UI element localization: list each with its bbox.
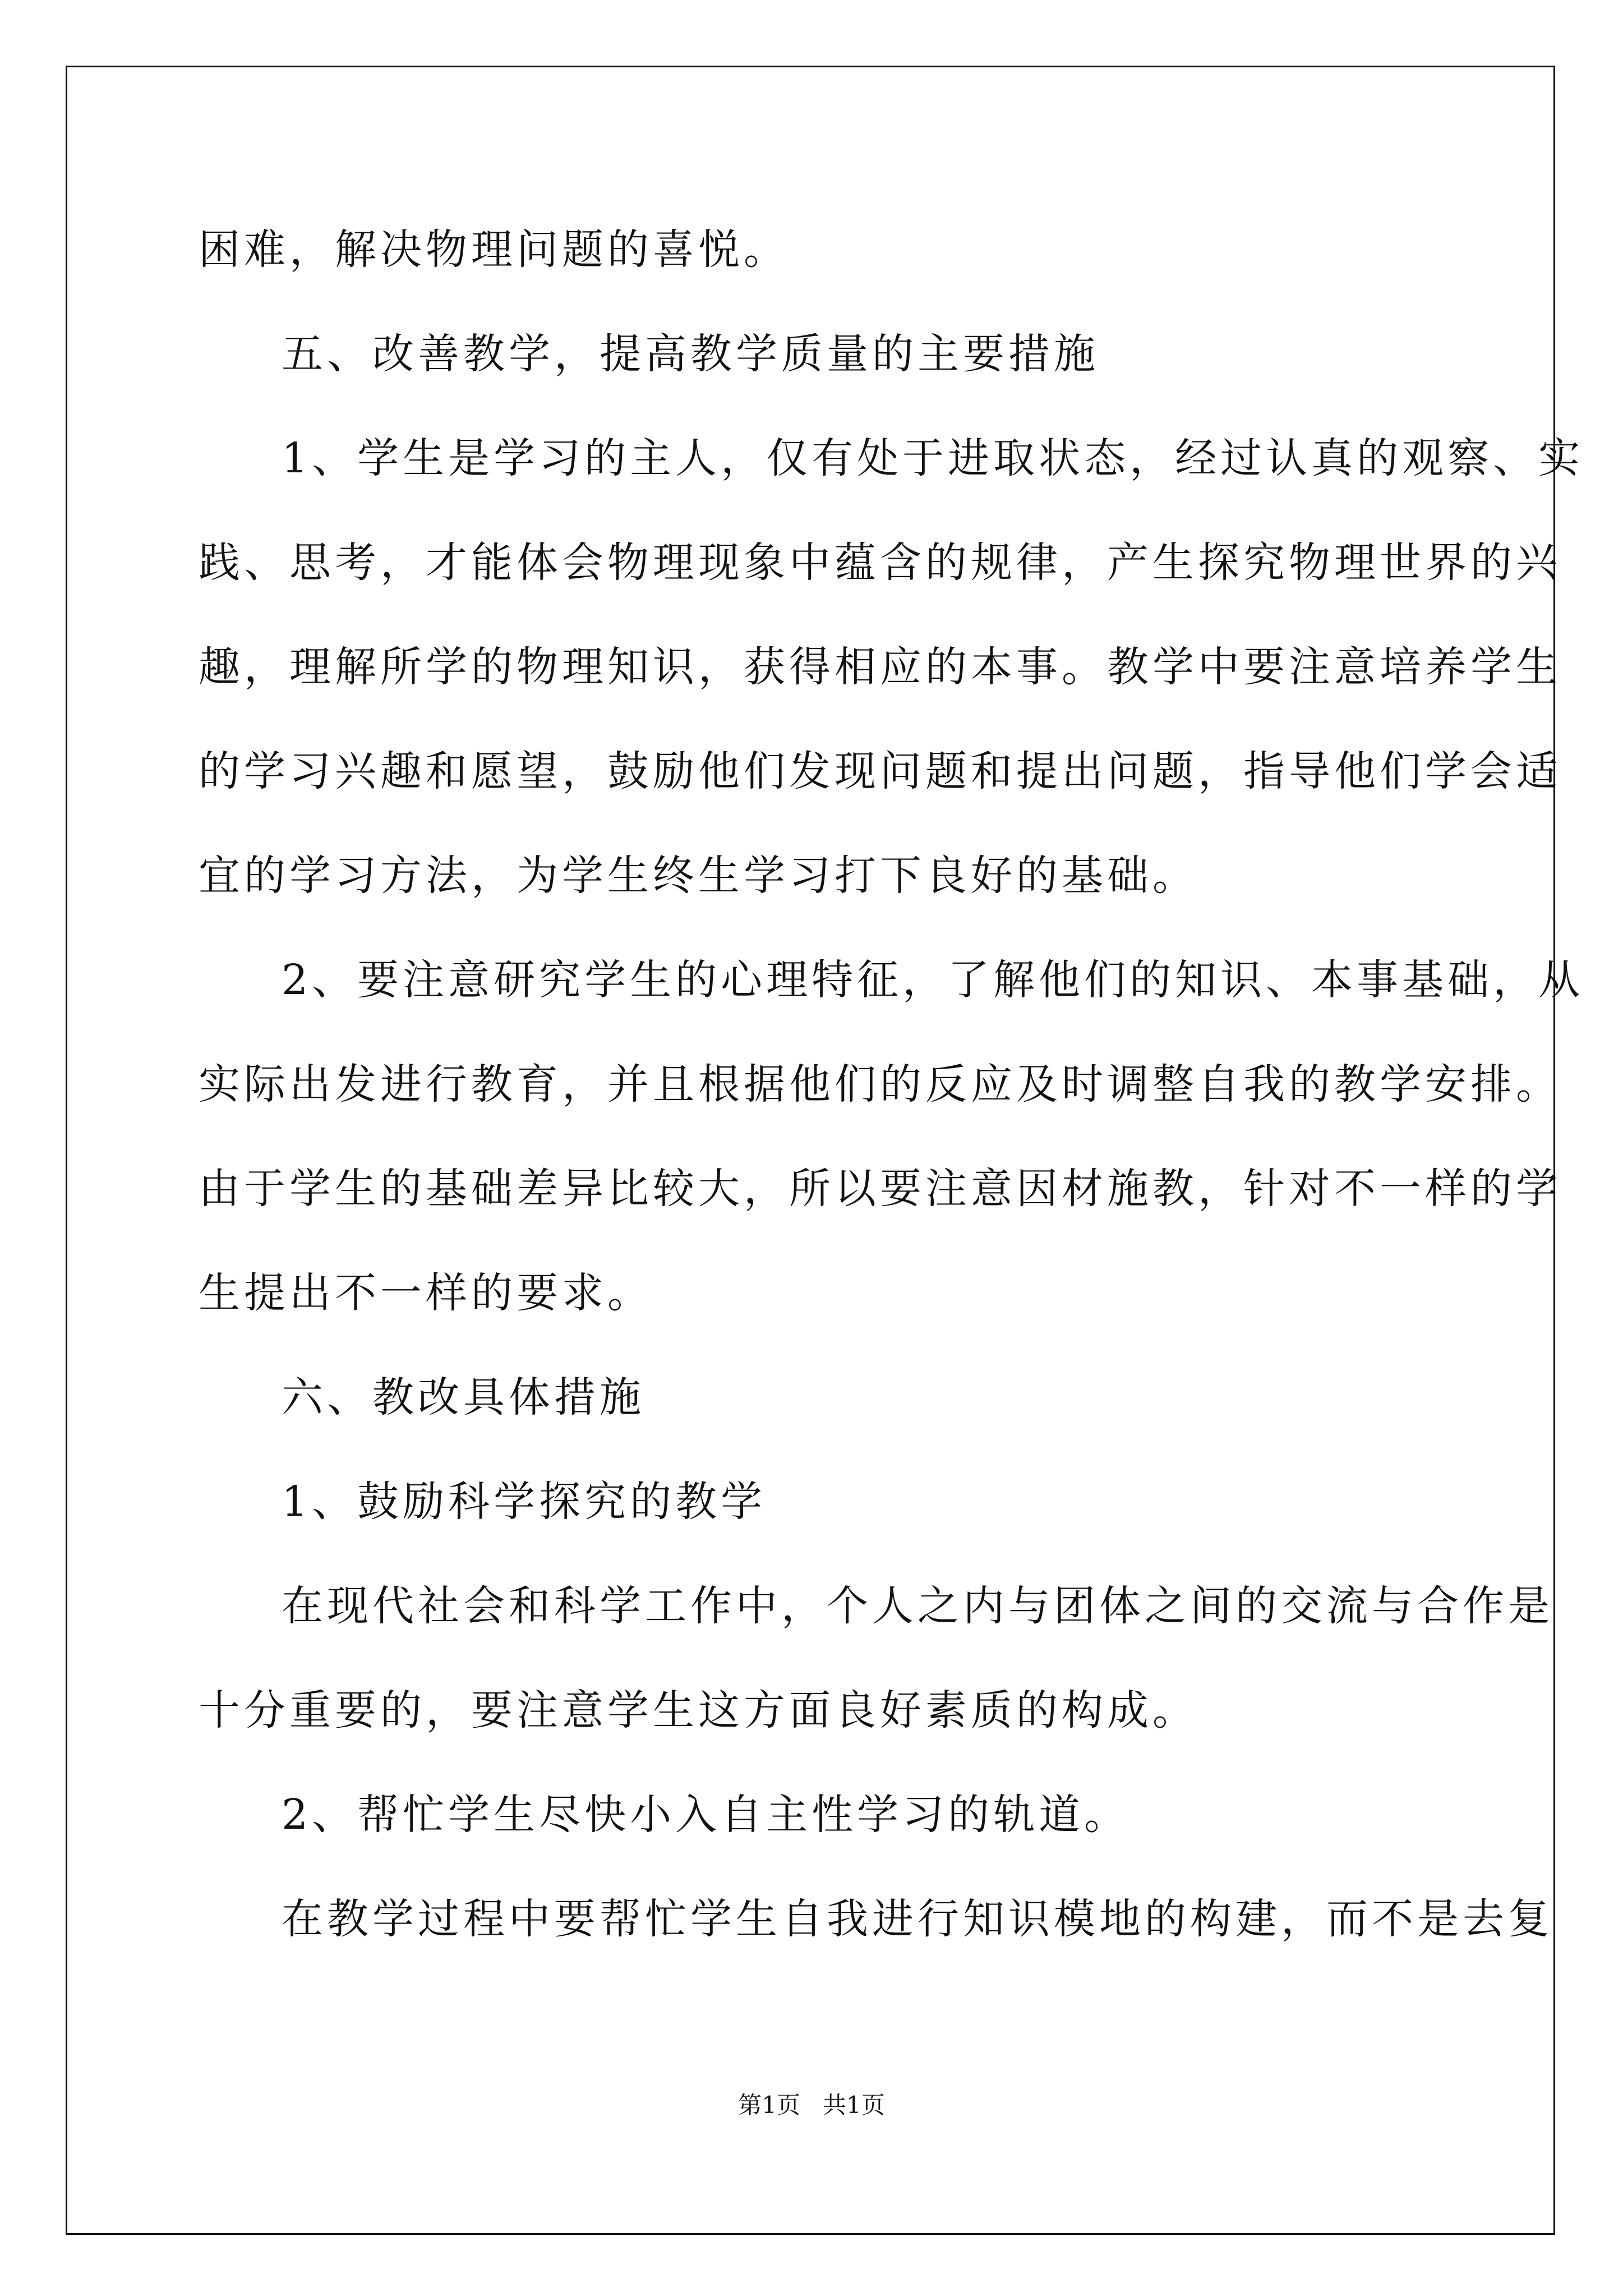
document-body <box>199 197 1584 1971</box>
text-line-3: 1、学生是学习的主人，仅有处于进取状态，经过认真的观察、实 <box>282 434 1584 482</box>
text-line-4: 践、思考，才能体会物理现象中蕴含的规律，产生探究物理世界的兴 <box>199 539 1561 587</box>
text-line-11: 生提出不一样的要求。 <box>199 1269 653 1317</box>
page-total: 共1页 <box>823 2091 885 2119</box>
text-line-5: 趣，理解所学的物理知识，获得相应的本事。教学中要注意培养学生 <box>199 643 1561 691</box>
text-line-17: 在教学过程中要帮忙学生自我进行知识模地的构建，而不是去复 <box>282 1895 1553 1943</box>
text-line-7: 宜的学习方法，为学生终生学习打下良好的基础。 <box>199 852 1198 900</box>
text-line-9: 实际出发进行教育，并且根据他们的反应及时调整自我的教学安排。 <box>199 1060 1561 1108</box>
page-number: 第1页 <box>738 2091 800 2119</box>
subheading-2: 2、帮忙学生尽快小入自主性学习的轨道。 <box>282 1791 1130 1839</box>
text-line-15: 十分重要的，要注意学生这方面良好素质的构成。 <box>199 1686 1198 1734</box>
page-footer <box>0 2087 1623 2120</box>
text-line-6: 的学习兴趣和愿望，鼓励他们发现问题和提出问题，指导他们学会适 <box>199 747 1561 795</box>
section-heading-5: 五、改善教学，提高教学质量的主要措施 <box>282 330 1099 378</box>
text-line-8: 2、要注意研究学生的心理特征，了解他们的知识、本事基础，从 <box>282 956 1584 1004</box>
section-heading-6: 六、教改具体措施 <box>282 1373 645 1421</box>
text-line-1: 困难，解决物理问题的喜悦。 <box>199 226 789 274</box>
text-line-14: 在现代社会和科学工作中，个人之内与团体之间的交流与合作是 <box>282 1582 1553 1630</box>
subheading-1: 1、鼓励科学探究的教学 <box>282 1478 767 1526</box>
text-line-10: 由于学生的基础差异比较大，所以要注意因材施教，针对不一样的学 <box>199 1165 1561 1213</box>
